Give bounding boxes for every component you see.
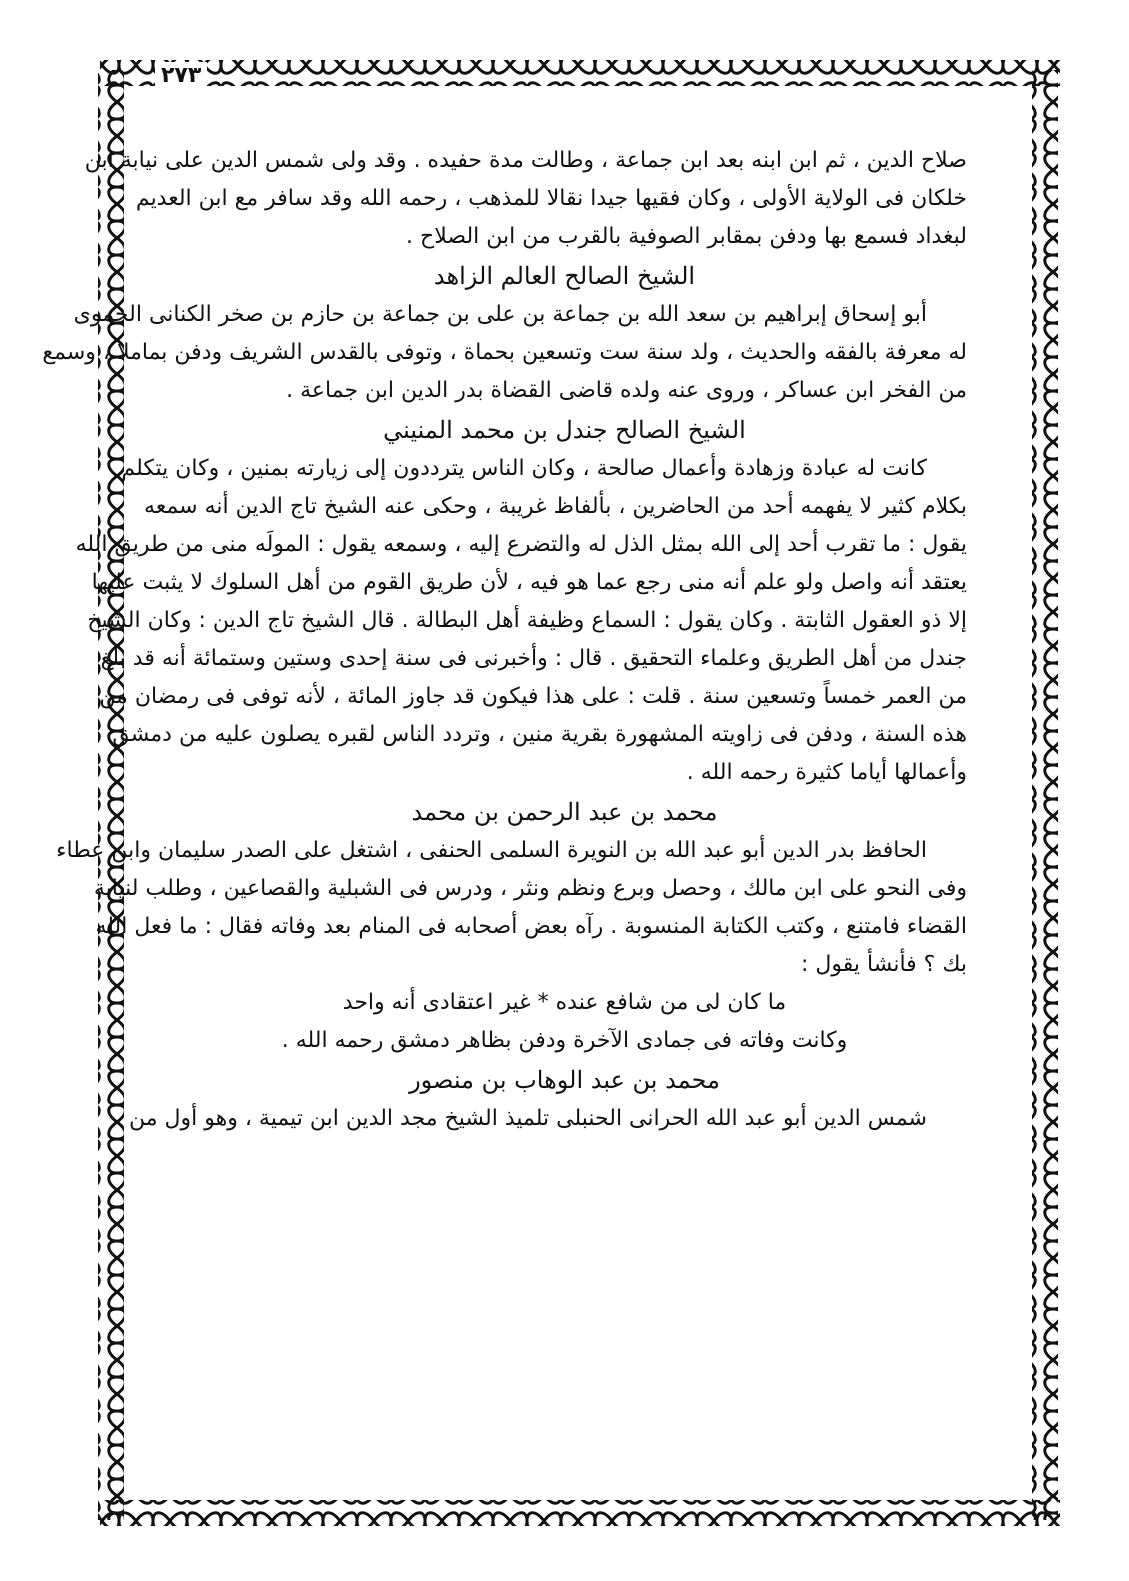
text-line: له معرفة بالفقه والحديث ، ولد سنة ست وتسعين بحماة ، وتوفى بالقدس الشريف ودفن بماملا ، وسمع xyxy=(42,340,967,365)
text-line: أبو إسحاق إبراهيم بن سعد الله بن جماعة بن على بن جماعة بن حازم بن صخر الكنانى الحموى xyxy=(73,302,927,327)
border-bottom xyxy=(100,1500,1060,1526)
text-line: من الفخر ابن عساكر ، وروى عنه ولده قاضى القضاة بدر الدين ابن جماعة . xyxy=(286,378,967,403)
border-left xyxy=(98,70,124,1520)
text-line: من العمر خمساً وتسعين سنة . قلت : على هذا فيكون قد جاوز المائة ، لأنه توفى فى رمضان من xyxy=(99,684,967,709)
text-line: إلا ذو العقول الثابتة . وكان يقول : السماع وظيفة أهل البطالة . قال الشيخ تاج الدين : وكان الشيخ xyxy=(87,608,967,633)
section-heading: الشيخ الصالح العالم الزاهد xyxy=(433,262,696,290)
text-line: بك ؟ فأنشأ يقول : xyxy=(801,952,967,977)
text-line: القضاء فامتنع ، وكتب الكتابة المنسوبة . رآه بعض أصحابه فى المنام بعد وفاته فقال : ما فعل الله xyxy=(95,914,967,939)
section-heading: محمد بن عبد الرحمن بن محمد xyxy=(411,798,718,826)
poem-verse: ما كان لى من شافع عنده * غير اعتقادى أنه واحد xyxy=(342,990,787,1015)
text-line: هذه السنة ، ودفن فى زاويته المشهورة بقرية منين ، وتردد الناس لقبره يصلون عليه من دمشق xyxy=(112,722,967,747)
text-line: صلاح الدين ، ثم ابن ابنه بعد ابن جماعة ، وطالت مدة حفيده . وقد ولى شمس الدين على نيابة ابن xyxy=(84,148,967,173)
text-line: الحافظ بدر الدين أبو عبد الله بن النويرة السلمى الحنفى ، اشتغل على الصدر سليمان وابن عطاء xyxy=(56,838,927,863)
section-heading: محمد بن عبد الوهاب بن منصور xyxy=(409,1066,720,1094)
text-line: جندل من أهل الطريق وعلماء التحقيق . قال : وأخبرنى فى سنة إحدى وستين وستمائة أنه قد بلغ xyxy=(100,646,967,671)
text-line: كانت له عبادة وزهادة وأعمال صالحة ، وكان الناس يترددون إلى زيارته بمنين ، وكان يتكلم xyxy=(121,456,927,481)
section-heading: الشيخ الصالح جندل بن محمد المنيني xyxy=(383,416,746,444)
border-right xyxy=(1032,70,1058,1520)
text-line: خلكان فى الولاية الأولى ، وكان فقيها جيدا نقالا للمذهب ، رحمه الله وقد سافر مع ابن العديم xyxy=(135,186,967,211)
text-line: شمس الدين أبو عبد الله الحرانى الحنبلى تلميذ الشيخ مجد الدين ابن تيمية ، وهو أول من xyxy=(129,1106,927,1131)
text-line: لبغداد فسمع بها ودفن بمقابر الصوفية بالقرب من ابن الصلاح . xyxy=(406,224,967,249)
text-line: وكانت وفاته فى جمادى الآخرة ودفن بظاهر دمشق رحمه الله . xyxy=(281,1028,848,1053)
text-line: بكلام كثير لا يفهمه أحد من الحاضرين ، بألفاظ غريبة ، وحكى عنه الشيخ تاج الدين أنه سمعه xyxy=(144,494,967,519)
page-number: ٢٧٣ xyxy=(155,62,207,90)
text-line: وفى النحو على ابن مالك ، وحصل وبرع ونظم ونثر ، ودرس فى الشبلية والقصاعين ، وطلب لنيابة xyxy=(93,876,967,901)
text-line: يعتقد أنه واصل ولو علم أنه منى رجع عما هو فيه ، لأن طريق القوم من أهل السلوك لا يثبت عليها xyxy=(91,570,967,595)
border-top xyxy=(100,60,1060,86)
text-line: وأعمالها أياما كثيرة رحمه الله . xyxy=(686,760,967,785)
body-text xyxy=(42,142,967,1138)
text-line: يقول : ما تقرب أحد إلى الله بمثل الذل له والتضرع إليه ، وسمعه يقول : المولَه منى من طريق الله xyxy=(75,532,967,557)
